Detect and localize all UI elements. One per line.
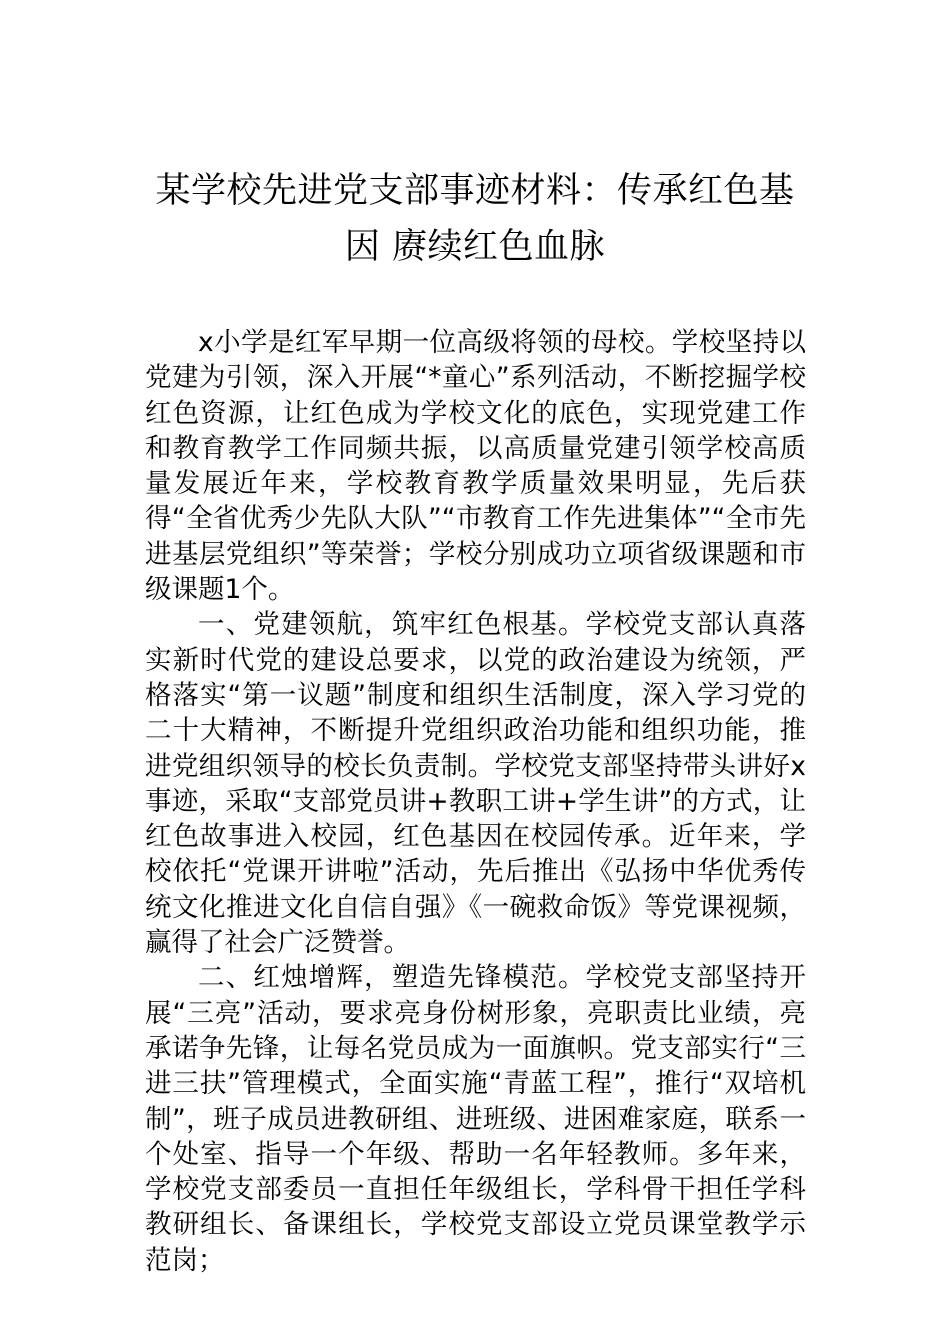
section-one-paragraph: 一、党建领航，筑牢红色根基。学校党支部认真落实新时代党的建设总要求，以党的政治建设为统领，严格落实“第一议题”制度和组织生活制度，深入学习党的二十大精神，不断提升党组织政治功能和组织功能，推进党组织领导的校长负责制。学校党支部坚持带头讲好x事迹，采取“支部党员讲+教职工讲+学生讲”的方式，让红色故事进入校园，红色基因在校园传承。近年来，学校依托“党课开讲啦”活动，先后推出《弘扬中华优秀传统文化推进文化自信自强》《一碗救命饭》等党课视频，赢得了社会广泛赞誉。	[145, 609, 806, 959]
intro-paragraph: x小学是红军早期一位高级将领的母校。学校坚持以党建为引领，深入开展“*童心”系列活动，不断挖掘学校红色资源，让红色成为学校文化的底色，实现党建工作和教育教学工作同频共振，以高质量党建引领学校高质量发展近年来，学校教育教学质量效果明显，先后获得“全省优秀少先队大队”“市教育工作先进集体”“全市先进基层党组织”等荣誉；学校分别成功立项省级课题和市级课题1个。	[145, 327, 806, 606]
document-body	[145, 325, 806, 1278]
section-two-paragraph: 二、红烛增辉，塑造先锋模范。学校党支部坚持开展“三亮”活动，要求亮身份树形象，亮职责比业绩，亮承诺争先锋，让每名党员成为一面旗帜。党支部实行“三进三扶”管理模式，全面实施“青蓝工程”，推行“双培机制”，班子成员进教研组、进班级、进困难家庭，联系一个处室、指导一个年级、帮助一名年轻教师。多年来，学校党支部委员一直担任年级组长，学科骨干担任学科教研组长、备课组长，学校党支部设立党员课堂教学示范岗；	[145, 962, 806, 1276]
document-title: 某学校先进党支部事迹材料：传承红色基因 赓续红色血脉	[155, 171, 795, 267]
